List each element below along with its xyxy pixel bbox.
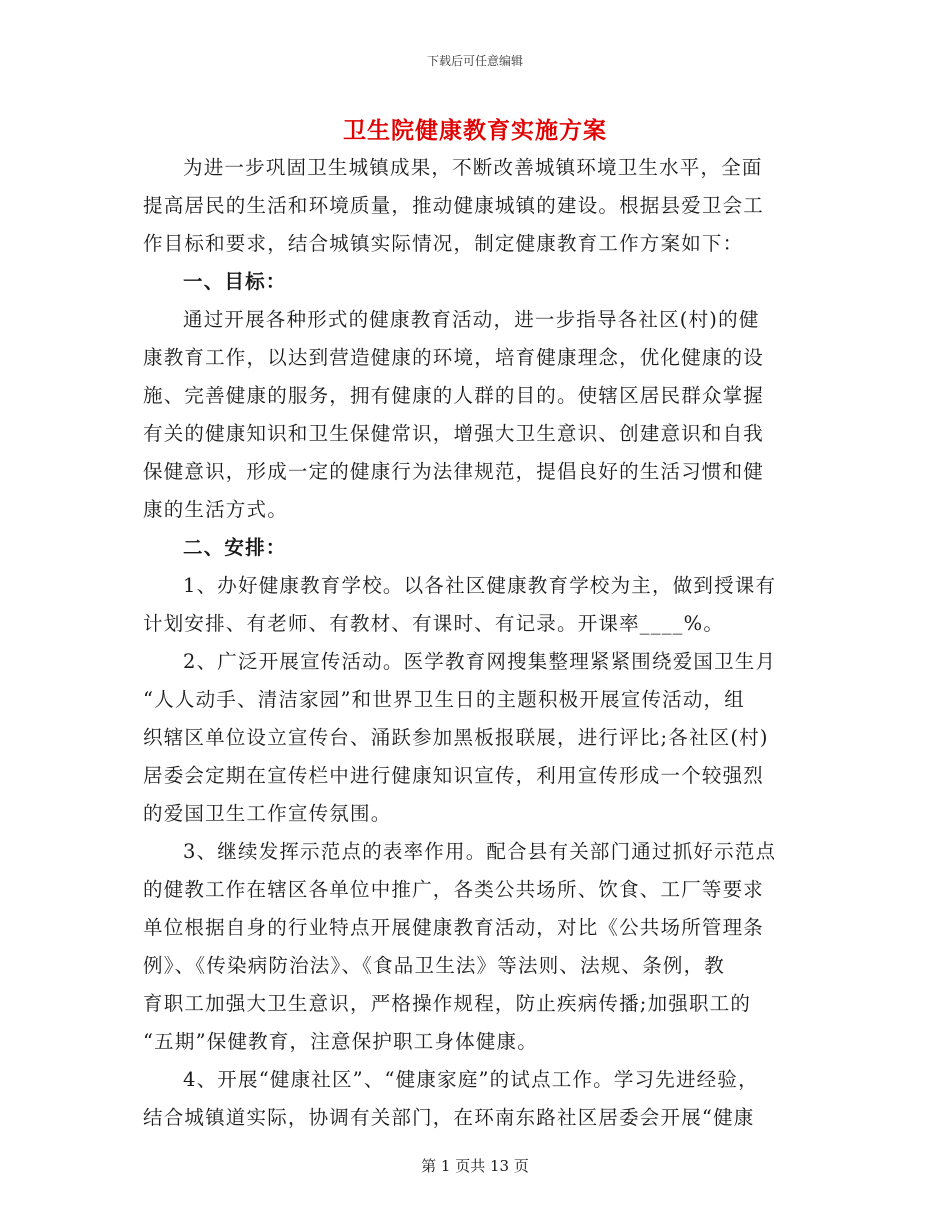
paragraph-line: 为进一步巩固卫生城镇成果，不断改善城镇环境卫生水平，全面 [183,156,763,179]
paragraph-line: 育职工加强大卫生意识，严格操作规程，防止疾病传播;加强职工的 [143,992,752,1015]
paragraph-line: 保健意识，形成一定的健康行为法律规范，提倡良好的生活习惯和健 [143,460,765,483]
page-footer: 第 1 页共 13 页 [421,1157,529,1175]
paragraph-line: 有关的健康知识和卫生保健常识，增强大卫生意识、创建意识和自我 [143,422,765,445]
paragraph-line: 居委会定期在宣传栏中进行健康知识宣传，利用宣传形成一个较强烈 [143,764,765,787]
paragraph-line: 的健教工作在辖区各单位中推广，各类公共场所、饮食、工厂等要求 [143,878,765,901]
section-heading: 一、目标： [183,270,287,293]
paragraph-line: 3、继续发挥示范点的表率作用。配合县有关部门通过抓好示范点 [183,840,777,863]
paragraph-line: 通过开展各种形式的健康教育活动，进一步指导各社区(村)的健 [183,308,760,331]
paragraph-line: 织辖区单位设立宣传台、涌跃参加黑板报联展，进行评比;各社区(村) [143,726,769,749]
paragraph-line: 作目标和要求，结合城镇实际情况，制定健康教育工作方案如下： [143,232,744,255]
paragraph-line: 计划安排、有老师、有教材、有课时、有记录。开课率____%。 [143,612,725,635]
header-note: 下载后可任意编辑 [426,54,523,68]
paragraph-line: 的爱国卫生工作宣传氛围。 [143,802,392,825]
document-title: 卫生院健康教育实施方案 [343,117,607,144]
paragraph-line: 施、完善健康的服务，拥有健康的人群的目的。使辖区居民群众掌握 [143,384,765,407]
paragraph-line: 康的生活方式。 [143,498,288,521]
paragraph-line: 2、广泛开展宣传活动。医学教育网搜集整理紧紧围绕爱国卫生月 [183,650,777,673]
paragraph-line: 4、开展“健康社区”、“健康家庭”的试点工作。学习先进经验， [183,1068,759,1091]
paragraph-line: 康教育工作，以达到营造健康的环境，培育健康理念，优化健康的设 [143,346,765,369]
paragraph-line: “五期”保健教育，注意保护职工身体健康。 [143,1030,538,1053]
paragraph-line: 提高居民的生活和环境质量，推动健康城镇的建设。根据县爱卫会工 [143,194,765,217]
section-heading: 二、安排： [183,536,287,559]
paragraph-line: “人人动手、清洁家园”和世界卫生日的主题积极开展宣传活动，组 [143,688,745,711]
paragraph-line: 1、办好健康教育学校。以各社区健康教育学校为主，做到授课有 [183,574,777,597]
paragraph-line: 单位根据自身的行业特点开展健康教育活动，对比《公共场所管理条 [143,916,765,939]
paragraph-line: 例》、《传染病防治法》、《食品卫生法》等法则、法规、条例，教 [143,954,726,977]
paragraph-line: 结合城镇道实际，协调有关部门，在环南东路社区居委会开展“健康 [143,1106,755,1129]
